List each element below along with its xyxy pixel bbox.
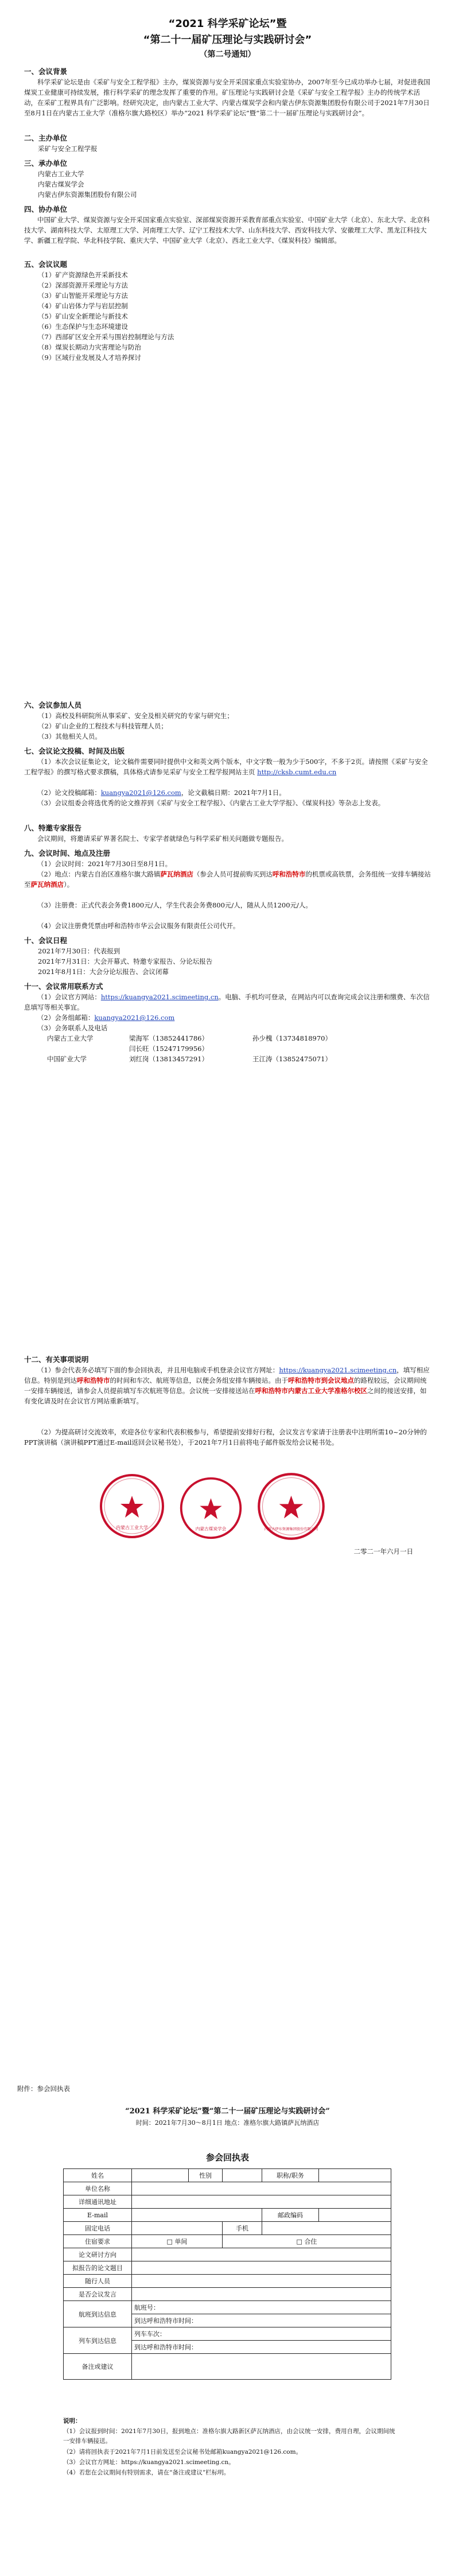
red-seal-icon xyxy=(178,1475,244,1541)
notes-text-d: 的路程较远，会议期间统一安排车辆接送，请参会人员提前填写车次航班等信息。会议统一安排接送站在 xyxy=(24,1376,427,1395)
form-subtitle: 时间：2021年7月30～8月1日 地点：准格尔旗大路镇萨瓦纳酒店 xyxy=(135,2119,320,2127)
section-2-heading: 二、主办单位 xyxy=(24,134,68,142)
paper-requirement-text: （1）本次会议征集论文，论文稿件需要同时提供中文和英文两个版本，中文字数一般为少于500字，不多于2页。请按照《采矿与安全工程学报》的撰写格式要求撰稿，具体格式请参见采矿与安全工程学报网站主页 xyxy=(24,758,428,776)
shared-label: 合住 xyxy=(304,2238,317,2245)
page-2 xyxy=(0,677,455,1337)
section-4-heading: 四、协办单位 xyxy=(24,205,68,214)
hotel-name-2: 萨瓦纳酒店 xyxy=(30,880,64,889)
seal-2-text: 内蒙古煤炭学会 xyxy=(195,1526,227,1531)
label-phone: 固定电话 xyxy=(64,2222,132,2235)
paper-deadline: ，论文截稿日期：2021年7月1日。 xyxy=(181,789,286,797)
email-link[interactable]: kuangya2021@126.com xyxy=(94,1014,175,1022)
topic-item: （9）区域行业发展及人才培养探讨 xyxy=(38,354,141,362)
location-text-d: ）。 xyxy=(64,880,74,889)
schedule-item: 2021年8月1日：大会分论坛报告、会议闭幕 xyxy=(38,968,169,976)
participant-item: （1）高校及科研院所从事采矿、安全及相关研究的专家与研究生； xyxy=(38,712,234,720)
page-1 xyxy=(0,0,455,677)
registration-fee: （3）注册费：正式代表会务费1800元/人，学生代表会务费800元/人，随从人员1200元/人。 xyxy=(37,901,312,909)
page-3 xyxy=(0,1337,455,2015)
paper-requirement xyxy=(24,756,431,777)
location-text-b: （参会人员可提前购买到达 xyxy=(193,870,273,878)
seal-3 xyxy=(255,1471,327,1545)
contact-person: 刘红岗（13813457291） xyxy=(129,1055,208,1063)
notes-highlight: 呼和浩特市内蒙古工业大学准格尔校区 xyxy=(255,1387,367,1395)
participant-item: （3）其他相关人员。 xyxy=(38,732,102,740)
notes-heading: 说明： xyxy=(63,2418,81,2424)
section-1-text: 科学采矿论坛是由《采矿与安全工程学报》主办，煤炭资源与安全开采国家重点实验室协办，2007年至今已成功举办七届，对促进我国煤炭工业健康可持续发展，推行科学采矿的理念发挥了重要的作用。矿压理论与实践研讨会是《采矿与安全工程学报》主办的传统学术活动，在采矿工程界具有广泛影响。经研究决定，由内蒙古工业大学、内蒙古煤炭学会和内蒙古伊东资源集团股份有限公司于2021年7月30日至8月1日在内蒙古工业大学（准格尔旗大路校区）举办“2021 科学采矿论坛”暨“第二十一届矿压理论与实践研讨会”。 xyxy=(24,78,430,117)
contact-person: 孙少槐（13734818970） xyxy=(252,1034,332,1042)
hotel-name: 萨瓦纳酒店 xyxy=(160,870,193,878)
paper-email-link[interactable]: kuangya2021@126.com xyxy=(100,789,181,797)
topic-item: （4）矿山岩体力学与岩层控制 xyxy=(38,302,128,310)
schedule-item: 2021年7月31日：大会开幕式、特邀专家报告、分论坛报告 xyxy=(38,957,213,965)
input-unit[interactable] xyxy=(132,2182,391,2195)
registration-form xyxy=(63,2168,391,2380)
notes-highlight: 呼和浩特市 xyxy=(77,1376,110,1384)
section-6-heading: 六、会议参加人员 xyxy=(24,701,82,709)
label-paper: 拟报告的论文题目 xyxy=(64,2261,132,2275)
paper-publication: （3）会议组委会将选优秀的论文推荐到《采矿与安全工程学报》、《内蒙古工业大学学报》、《煤炭科技》等杂志上发表。 xyxy=(37,799,385,807)
city-name: 呼和浩特市 xyxy=(272,870,306,878)
red-seal-icon xyxy=(98,1472,166,1541)
title-line-1: “2021 科学采矿论坛”暨 xyxy=(168,18,287,30)
paper-email-label: （2）论文投稿邮箱： xyxy=(37,789,101,797)
section-8-heading: 八、特邀专家报告 xyxy=(24,824,82,832)
label-report: 是否会议发言 xyxy=(64,2288,132,2301)
website-desc: 。电脑、手机均可登录，在网站内可以查询完成会议注册和缴费、车次信息填写等相关事宜。 xyxy=(24,993,430,1011)
topic-item: （2）深部资源开采理论与方法 xyxy=(38,281,128,289)
label-stay: 住宿要求 xyxy=(64,2235,132,2248)
label-name: 姓名 xyxy=(64,2169,132,2182)
input-paper[interactable] xyxy=(132,2261,391,2275)
input-mobile[interactable] xyxy=(262,2222,391,2235)
section-1-heading: 一、会议背景 xyxy=(24,67,68,76)
section-8-text: 会议期间，将邀请采矿界著名院士、专家学者就绿色与科学采矿相关问题做专题报告。 xyxy=(37,835,288,843)
input-post[interactable] xyxy=(319,2209,391,2222)
label-unit: 单位名称 xyxy=(64,2182,132,2195)
contact-org: 中国矿业大学 xyxy=(47,1055,87,1063)
contacts-heading: （3）会务联系人及电话 xyxy=(37,1024,108,1032)
input-memo[interactable] xyxy=(132,2354,391,2380)
red-seal-icon xyxy=(255,1471,327,1542)
room-label: 单间 xyxy=(174,2238,188,2245)
registration-invoice: （4）会议注册费凭票由呼和浩特市华云会议服务有限责任公司代开。 xyxy=(37,922,240,930)
input-flight-time[interactable]: 到达呼和浩特市时间： xyxy=(132,2314,391,2327)
note-item: （4）若您在会议期间有特别需求，请在“备注或建议”栏标明。 xyxy=(63,2469,230,2476)
input-name[interactable] xyxy=(132,2169,189,2182)
section-3-heading: 三、承办单位 xyxy=(24,159,68,168)
notes-website-link[interactable]: https://kuangya2021.scimeeting.cn xyxy=(279,1366,397,1374)
topic-item: （7）西部矿区安全开采与围岩控制理论与方法 xyxy=(38,333,174,341)
notes-highlight: 呼和浩特市到会议地点 xyxy=(288,1376,354,1384)
topic-item: （6）生态保护与生态环境建设 xyxy=(38,323,128,331)
section-5-heading: 五、会议议题 xyxy=(24,260,68,269)
notes-para-1 xyxy=(24,1365,431,1406)
label-gender: 性别 xyxy=(189,2169,223,2182)
attachment-label: 附件：参会回执表 xyxy=(17,2085,70,2093)
label-memo: 备注或建议 xyxy=(64,2354,132,2380)
option-room[interactable]: □ 单间 xyxy=(132,2235,223,2248)
seal-1-text: 内蒙古工业大学 xyxy=(116,1525,148,1530)
input-report[interactable] xyxy=(132,2288,391,2301)
contact-org: 内蒙古工业大学 xyxy=(47,1034,94,1042)
input-phone[interactable] xyxy=(132,2222,223,2235)
form-title: “2021 科学采矿论坛”暨“第二十一届矿压理论与实践研讨会” xyxy=(125,2107,330,2116)
label-train: 列车到达信息 xyxy=(64,2327,132,2354)
location-text-a: （2）地点：内蒙古自治区准格尔旗大路镇 xyxy=(37,870,161,878)
notice-number: （第二号通知） xyxy=(199,50,256,59)
input-flight[interactable]: 航班号： xyxy=(132,2301,391,2314)
topic-item: （5）矿山安全新理论与新技术 xyxy=(38,312,128,320)
note-item: （3）会议官方网址：https://kuangya2021.scimeeting.cn。 xyxy=(63,2459,235,2466)
input-companion[interactable] xyxy=(132,2275,391,2288)
paper-email-line xyxy=(24,787,431,798)
contact-person: 闫长旺（15247179956） xyxy=(129,1045,208,1053)
notes-text-b: ，填写相应信息。特别是到达 xyxy=(24,1366,430,1384)
meeting-location xyxy=(24,869,431,890)
topic-item: （3）矿山智能开采理论与方法 xyxy=(38,292,128,300)
input-talk[interactable] xyxy=(132,2248,391,2261)
seal-3-text: 内蒙古伊东资源集团股份有限公司 xyxy=(264,1527,318,1532)
location-text-c: 的机票或高铁票，会务组统一安排车辆接站至 xyxy=(24,870,431,889)
notes-text-a: （1）参会代表务必填写下面的参会回执表，并且用电脑或手机登录会议官方网址： xyxy=(37,1366,279,1374)
title-line-2: “第二十一届矿压理论与实践研讨会” xyxy=(143,34,312,46)
section-12-heading: 十二、有关事项说明 xyxy=(24,1355,89,1364)
section-4-text: 中国矿业大学、煤炭资源与安全开采国家重点实验室、深部煤炭资源开采教育部重点实验室、中国矿业大学（北京）、东北大学、北京科技大学、湖南科技大学、太原理工大学、河南理工大学、辽宁工程技术大学、山东科技大学、西安科技大学、安徽理工大学、黑龙江科技大学、新疆工程学院、华北科技学院、重庆大学、中国矿业大学（北京）、西北工业大学、《煤炭科技》编辑部。 xyxy=(24,216,430,245)
section-11-heading: 十一、会议常用联系方式 xyxy=(24,982,103,991)
label-talk: 论文研讨方向 xyxy=(64,2248,132,2261)
label-address: 详细通讯地址 xyxy=(64,2195,132,2209)
seal-1 xyxy=(98,1472,166,1543)
website-link[interactable]: https://kuangya2021.scimeeting.cn xyxy=(100,993,219,1001)
topic-item: （8）煤炭长期动力灾害理论与防治 xyxy=(38,343,141,351)
contact-person: 王江涛（13852475071） xyxy=(252,1055,332,1063)
input-train-time[interactable]: 到达呼和浩特市时间： xyxy=(132,2341,391,2354)
schedule-item: 2021年7月30日：代表报到 xyxy=(38,947,120,955)
label-title: 职称/职务 xyxy=(262,2169,319,2182)
notes-para-2: （2）为提高研讨交流效率，欢迎各位专家和代表积极参与，希望提前安排好行程，会议发言专家请于注册表中注明所需10~20分钟的PPT演讲稿（演讲稿PPT通过E-mail返回会议秘书处），于2021年7月1日前将电子邮件版发给会议秘书处。 xyxy=(24,1428,427,1446)
participant-item: （2）矿山企业的工程技术与科技管理人员； xyxy=(38,722,168,730)
co-organizer-1: 内蒙古工业大学 xyxy=(38,170,84,178)
email-label: （2）会务组邮箱： xyxy=(37,1014,95,1022)
section-7-heading: 七、会议论文投稿、时间及出版 xyxy=(24,747,125,755)
input-address[interactable] xyxy=(132,2195,391,2209)
input-train[interactable]: 列车车次： xyxy=(132,2327,391,2341)
seal-2 xyxy=(178,1475,244,1543)
form-heading: 参会回执表 xyxy=(205,2152,249,2163)
label-email: E-mail xyxy=(64,2209,132,2222)
section-9-heading: 九、会议时间、地点及注册 xyxy=(24,849,111,858)
issue-date: 二零二一年六月一日 xyxy=(353,1547,413,1555)
co-organizer-2: 内蒙古煤炭学会 xyxy=(38,180,84,188)
input-title[interactable] xyxy=(319,2169,391,2182)
option-shared[interactable]: □ 合住 xyxy=(223,2235,391,2248)
label-companion: 随行人员 xyxy=(64,2275,132,2288)
notes-text-c: 的时间和车次、航班等信息，以便会务组安排车辆接站。由于 xyxy=(110,1376,288,1384)
section-10-heading: 十、会议日程 xyxy=(24,936,68,945)
label-arrive: 航班到达信息 xyxy=(64,2301,132,2327)
topic-item: （1）矿产资源绿色开采新技术 xyxy=(38,271,128,279)
contact-person: 梁海军（13852441786） xyxy=(129,1034,208,1042)
input-email[interactable] xyxy=(132,2209,262,2222)
input-gender[interactable] xyxy=(223,2169,262,2182)
label-mobile: 手机 xyxy=(223,2222,262,2235)
meeting-time: （1）会议时间：2021年7月30日至8月1日。 xyxy=(37,860,172,868)
label-post: 邮政编码 xyxy=(262,2209,319,2222)
organizer: 采矿与安全工程学报 xyxy=(38,145,98,153)
co-organizer-3: 内蒙古伊东资源集团股份有限公司 xyxy=(38,191,137,199)
note-item: （2）请将回执表于2021年7月1日前发送至会议秘书处邮箱kuangya2021@126.com。 xyxy=(63,2449,302,2455)
email-line xyxy=(24,1012,431,1023)
note-item: （1）会议报到时间：2021年7月30日，报到地点：准格尔旗大路新区萨瓦纳酒店，由会议统一安排，费用自理，会议期间统一安排车辆接送。 xyxy=(63,2428,395,2445)
journal-site-link[interactable]: http://cksb.cumt.edu.cn xyxy=(257,768,337,776)
notes-text-e: 之间的接送安排，如有变化请及时在会议官方网站重新填写。 xyxy=(24,1387,427,1405)
website-label: （1）会议官方网站： xyxy=(37,993,101,1001)
website-line xyxy=(24,992,431,1012)
page-4 xyxy=(0,2015,455,2576)
